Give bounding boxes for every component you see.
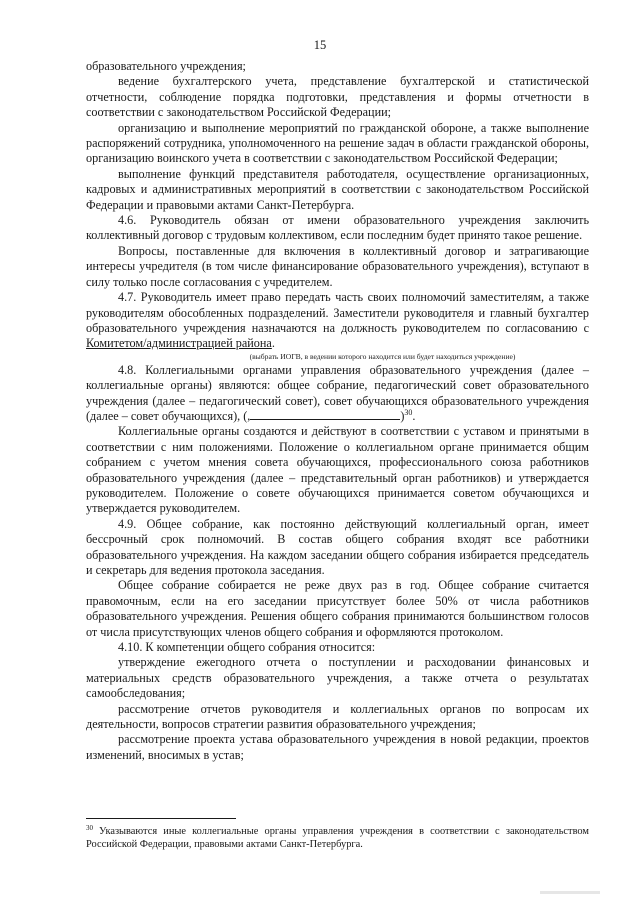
paragraph-4-7 xyxy=(86,290,589,352)
scan-artifact xyxy=(540,891,600,894)
document-body xyxy=(86,59,589,763)
paragraph: Коллегиальные органы создаются и действуют в соответствии с уставом и принятыми в соответствии с ним положениями. Положение о коллегиальном органе принимается общим собранием с учетом мнения совета обучающихся, профессионального союза работников образовательного учреждения (далее – представительный орган работников) и утверждается руководителем. Положение о совете обучающихся принимается советом обучающихся и утверждается руководителем. xyxy=(86,424,589,516)
paragraph-4-8-end: . xyxy=(412,408,416,423)
paragraph: 4.9. Общее собрание, как постоянно действующий коллегиальный орган, имеет бессрочный срок полномочий. В состав общего собрания входят все работники образовательного учреждения. На каждом заседании общего собрания избирается председатель и секретарь для ведения протокола заседания. xyxy=(86,516,589,577)
paragraph: 4.6. Руководитель обязан от имени образовательного учреждения заключить коллективный договор с трудовым коллективом, если последним будет принято такое решение. xyxy=(86,213,589,243)
fill-in-blank xyxy=(250,410,400,420)
paragraph: выполнение функций представителя работодателя, осуществление организационных, кадровых и административных мероприятий в соответствии с законодательством Российской Федерации и правовыми актами Санкт-Петербурга. xyxy=(86,166,589,212)
footnote-text: Указываются иные коллегиальные органы управления учреждения в соответствии с законодательством Российской Федерации, правовыми актами Санкт-Петербурга. xyxy=(86,826,589,850)
footnote-ref: 30 xyxy=(404,407,413,417)
paragraph-4-7-text: 4.7. Руководитель имеет право передать часть своих полномочий заместителям, а также руководителям обособленных подразделений. Заместители руководителя и главный бухгалтер образовательного учреждения назначаются на должность руководителем по согласованию с xyxy=(86,290,589,335)
paragraph: 4.10. К компетенции общего собрания относится: xyxy=(118,640,376,655)
paragraph: организацию и выполнение мероприятий по гражданской обороне, а также выполнение распоряжений сотрудника, уполномоченного на решение задач в области гражданской обороны, организацию воинского учета в соответствии с законодательством Российской Федерации; xyxy=(86,120,589,166)
paragraph: Вопросы, поставленные для включения в коллективный договор и затрагивающие интересы учредителя (в том числе финансирование образовательного учреждения), вступают в силу только после согласования с учредителем. xyxy=(86,243,589,289)
paragraph: образовательного учреждения; xyxy=(86,59,246,73)
paragraph-4-8: 4.8. Коллегиальными органами управления образовательного учреждения (далее – коллегиальные органы) являются: общее собрание, педагогический совет образовательного учреждения (далее – педагогический совет), совет обучающихся образовательного учреждения (далее – совет обучающихся), (, )$^{30}$. xyxy=(86,362,589,423)
footnote xyxy=(86,825,589,851)
paragraph: ведение бухгалтерского учета, представление бухгалтерской и статистической отчетности, соблюдение порядка подготовки, представления и формы отчетности в соответствии с законодательством Российской Федерации; xyxy=(86,74,589,120)
footnote-separator xyxy=(86,818,236,819)
iogv-note: (выбрать ИОГВ, в ведении которого находится или будет находиться учреждение) xyxy=(249,351,516,361)
committee-underlined: Комитетом/администрацией района xyxy=(86,336,272,351)
paragraph: рассмотрение отчетов руководителя и коллегиальных органов по вопросам их деятельности, вопросов стратегии развития образовательного учреждения; xyxy=(86,701,589,732)
paragraph-4-7-end: . xyxy=(271,336,275,351)
paragraph: Общее собрание собирается не реже двух раз в год. Общее собрание считается правомочным, если на его заседании присутствует более 50% от числа работников образовательного учреждения. Решения общего собрания принимаются большинством голосов от числа присутствующих членов общего собрания и оформляются протоколом. xyxy=(86,578,589,639)
paragraph: рассмотрение проекта устава образовательного учреждения в новой редакции, проектов изменений, вносимых в устав; xyxy=(86,732,589,762)
paragraph: утверждение ежегодного отчета о поступлении и расходовании финансовых и материальных средств образовательного учреждения, а также отчета о результатах самообследования; xyxy=(86,655,589,701)
footnote-mark: 30 xyxy=(86,823,93,832)
paragraph-4-8-text: 4.8. Коллегиальными органами управления образовательного учреждения (далее – коллегиальные органы) являются: общее собрание, педагогический совет образовательного учреждения (далее – педагогический совет), совет обучающихся образовательного учреждения (далее – совет обучающихся), (, xyxy=(86,362,589,423)
page-number: 15 xyxy=(313,38,327,52)
